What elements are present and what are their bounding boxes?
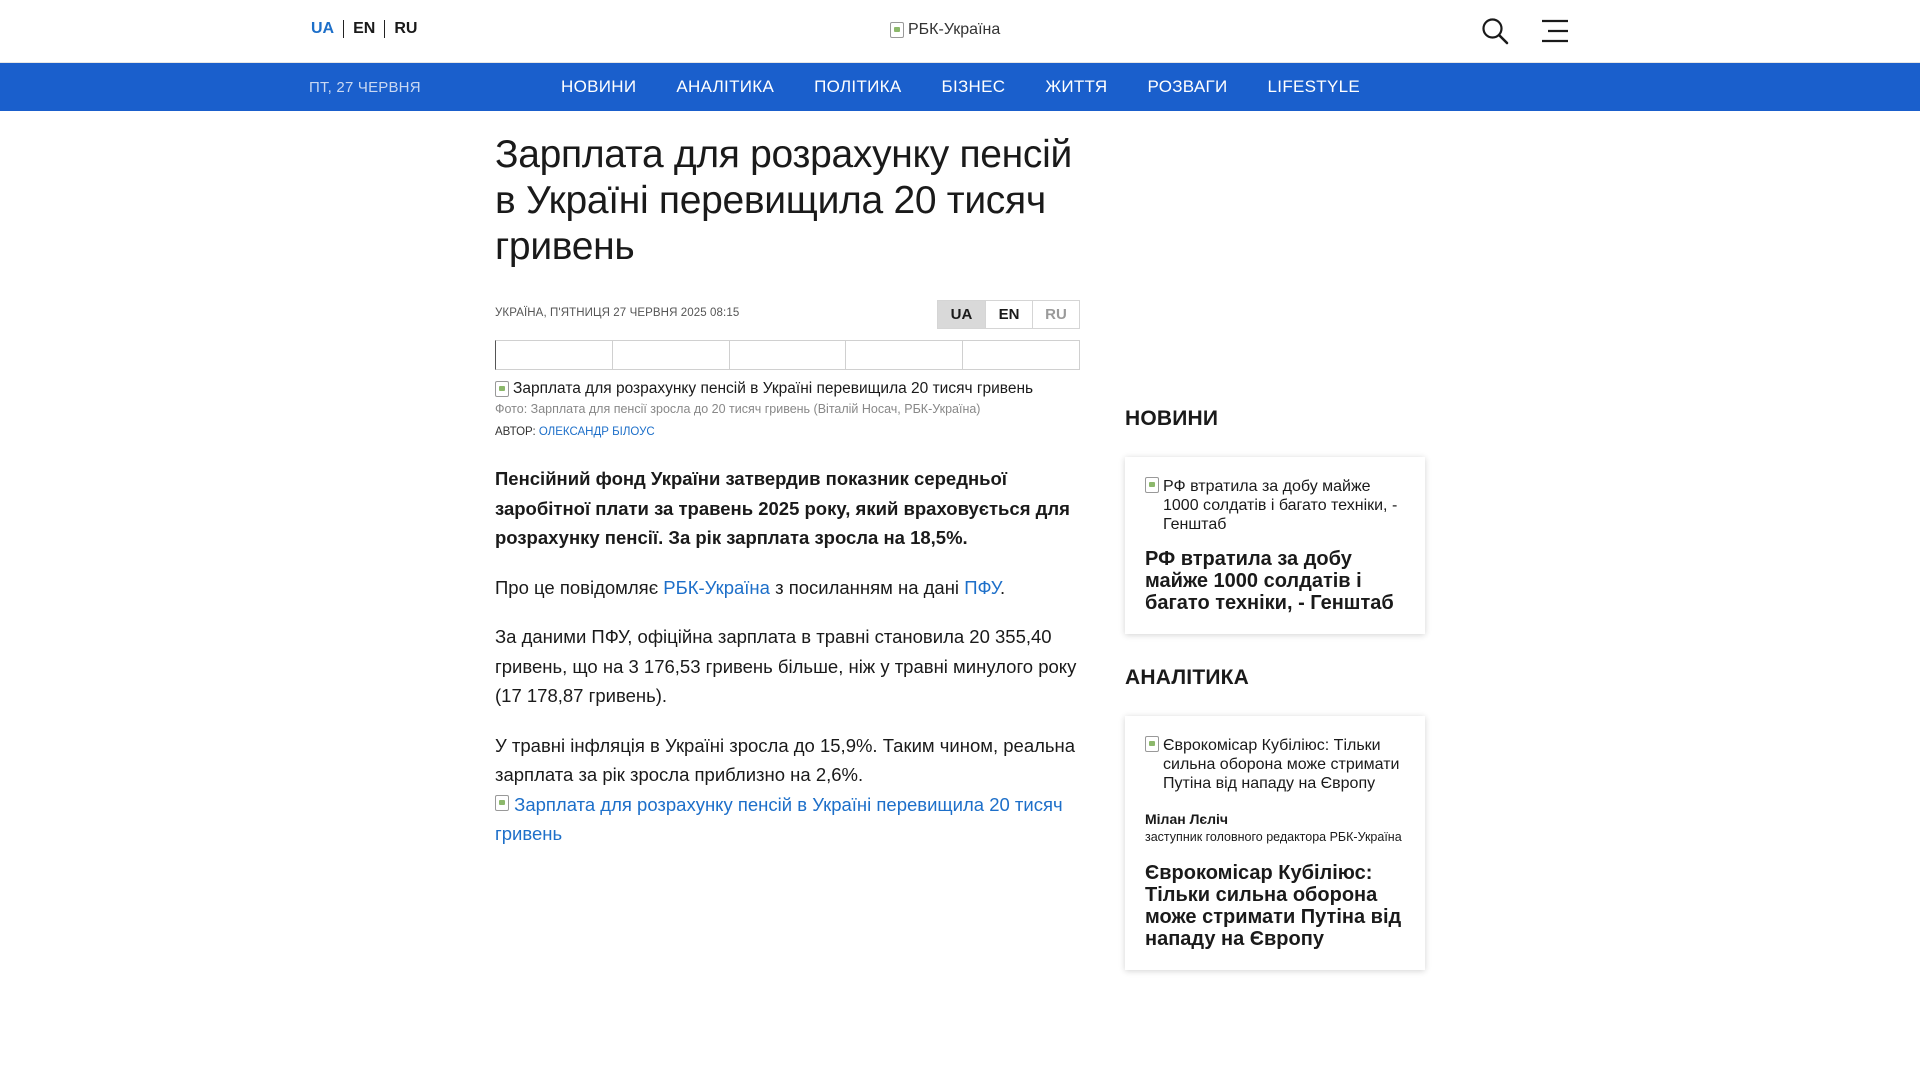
nav-item-news[interactable]: НОВИНИ [561, 77, 637, 96]
article-paragraph [495, 573, 1080, 603]
lang-ua-link[interactable]: UA [311, 20, 335, 37]
search-button[interactable] [1480, 16, 1510, 46]
news-card-title[interactable]: РФ втратила за добу майже 1000 солдатів і багато техніки, - Генштаб [1145, 548, 1394, 614]
analytics-section-title[interactable]: АНАЛІТИКА [1125, 666, 1250, 689]
nav-item-entertainment[interactable]: РОЗВАГИ [1147, 77, 1228, 96]
article-main-image [495, 380, 1080, 398]
top-header [0, 0, 1920, 63]
news-card-image-alt: РФ втратила за добу майже 1000 солдатів і багато техніки, - Генштаб [1163, 478, 1398, 533]
inline-image-link[interactable] [495, 790, 1080, 849]
paragraph-text: з посиланням на дані [769, 576, 965, 598]
nav-menu [561, 77, 1400, 97]
main-nav [0, 63, 1920, 111]
share-button[interactable] [496, 341, 612, 369]
article-paragraph: У травні інфляція в Україні зросла до 15,9%. Таким чином, реальна зарплата за рік зросла приблизно на 2,6%. [495, 734, 1076, 785]
article-language-switcher [937, 300, 1080, 329]
news-card[interactable] [1125, 457, 1425, 634]
share-button[interactable] [729, 341, 846, 369]
menu-button[interactable] [1540, 18, 1570, 44]
inline-image-alt-text: Зарплата для розрахунку пенсій в Україні перевищила 20 тисяч гривень [495, 793, 1063, 844]
broken-image-icon [890, 22, 904, 38]
article-meta-row [495, 300, 1080, 328]
share-button[interactable] [962, 341, 1079, 369]
nav-item-business[interactable]: БІЗНЕС [941, 77, 1006, 96]
nav-item-life[interactable]: ЖИТТЯ [1045, 77, 1108, 96]
news-section-title[interactable]: НОВИНИ [1125, 407, 1219, 430]
share-button[interactable] [845, 341, 962, 369]
analytics-card-image-alt: Єврокомісар Кубіліюс: Тільки сильна оборона може стримати Путіна від нападу на Європу [1163, 737, 1400, 792]
author-label: АВТОР: [495, 426, 536, 438]
article-paragraph: За даними ПФУ, офіційна зарплата в травні становила 20 355,40 гривень, що на 3 176,53 гривень більше, ніж у травні минулого року (17 178,87 гривень). [495, 626, 1077, 706]
nav-item-analytics[interactable]: АНАЛІТИКА [676, 77, 775, 96]
broken-image-icon [495, 381, 509, 397]
image-caption: Фото: Зарплата для пенсії зросла до 20 тисяч гривень (Віталій Носач, РБК-Україна) [495, 402, 981, 416]
nav-item-lifestyle[interactable]: LIFESTYLE [1267, 77, 1361, 96]
article-lang-ua-button[interactable]: UA [938, 301, 985, 328]
broken-image-icon [495, 795, 509, 811]
article-lang-ru-button[interactable]: RU [1032, 301, 1079, 328]
broken-image-icon [1145, 736, 1159, 752]
analytics-card-author-role: заступник головного редактора РБК-Україна [1145, 830, 1402, 844]
site-logo[interactable] [890, 21, 1000, 39]
rbc-ukraine-link[interactable]: РБК-Україна [663, 576, 770, 598]
author-link[interactable]: ОЛЕКСАНДР БІЛОУС [538, 426, 655, 438]
nav-item-politics[interactable]: ПОЛІТИКА [814, 77, 902, 96]
article-lead: Пенсійний фонд України затвердив показник середньої заробітної плати за травень 2025 року, який враховується для розрахунку пенсії. За рік зарплата зросла на 18,5%. [495, 468, 1070, 548]
hamburger-menu-icon [1540, 18, 1570, 44]
logo-alt-text: РБК-Україна [908, 21, 1001, 38]
analytics-card[interactable] [1125, 716, 1425, 970]
article-author [495, 426, 1080, 438]
image-alt-text: Зарплата для розрахунку пенсій в Україні перевищила 20 тисяч гривень [513, 380, 1034, 397]
analytics-card-title[interactable]: Єврокомісар Кубіліюс: Тільки сильна оборона може стримати Путіна від нападу на Європу [1145, 862, 1402, 950]
broken-image-icon [1145, 477, 1159, 493]
search-icon [1480, 16, 1510, 46]
lang-en-link[interactable]: EN [343, 20, 384, 38]
article [495, 132, 1080, 849]
article-title: Зарплата для розрахунку пенсій в Україні перевищила 20 тисяч гривень [495, 133, 1072, 268]
analytics-card-author: Мілан Лєліч [1145, 811, 1229, 827]
article-lang-en-button[interactable]: EN [985, 301, 1032, 328]
article-meta: УКРАЇНА, П'ЯТНИЦЯ 27 ЧЕРВНЯ 2025 08:15 [495, 307, 740, 319]
language-switcher [311, 20, 426, 38]
share-button[interactable] [612, 341, 729, 369]
paragraph-text: . [1000, 576, 1006, 598]
lang-ru-link[interactable]: RU [384, 20, 426, 38]
paragraph-text: Про це повідомляє [495, 576, 664, 598]
pfu-link[interactable]: ПФУ [964, 576, 1001, 598]
analytics-card-image [1145, 736, 1405, 793]
current-date: ПТ, 27 ЧЕРВНЯ [309, 79, 421, 96]
news-card-image [1145, 477, 1405, 534]
share-bar [495, 340, 1080, 370]
